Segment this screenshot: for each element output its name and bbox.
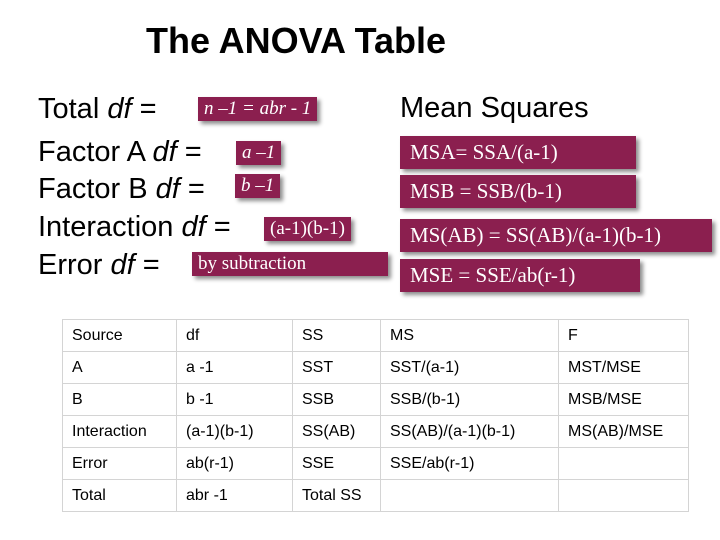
- df-symbol: df: [107, 93, 132, 125]
- cell-df: abr -1: [177, 480, 293, 512]
- cell-ms: [381, 480, 559, 512]
- df-symbol: df: [110, 249, 135, 281]
- cell-ms: SSE/ab(r-1): [381, 448, 559, 480]
- df-line-label: Total: [38, 93, 108, 125]
- header-f: F: [559, 320, 689, 352]
- equals-sign: =: [179, 173, 205, 205]
- cell-f: MST/MSE: [559, 352, 689, 384]
- cell-f: MS(AB)/MSE: [559, 416, 689, 448]
- header-source: Source: [63, 320, 177, 352]
- cell-f: MSB/MSE: [559, 384, 689, 416]
- df-line-label: Error: [38, 249, 111, 281]
- df-box-text: (a-1)(b-1): [270, 218, 345, 239]
- cell-source: Error: [63, 448, 177, 480]
- ms-box-msa: MSA= SSA/(a-1): [400, 136, 636, 169]
- cell-ss: SSE: [293, 448, 381, 480]
- equals-sign: =: [205, 211, 231, 243]
- equals-sign: =: [131, 93, 157, 125]
- df-line-label: Interaction: [38, 211, 182, 243]
- header-df: df: [177, 320, 293, 352]
- df-line-label: Factor B: [38, 173, 156, 205]
- df-box-text: by subtraction: [198, 253, 307, 274]
- df-box-error: [192, 252, 388, 276]
- df-box-total: [198, 97, 317, 121]
- table-header-row: [63, 320, 689, 352]
- df-line-error: [38, 249, 160, 282]
- cell-ss: SSB: [293, 384, 381, 416]
- anova-table: [62, 319, 689, 512]
- df-box-factor-a: [236, 141, 281, 165]
- cell-ms: SSB/(b-1): [381, 384, 559, 416]
- df-box-text: b –1: [241, 175, 275, 196]
- cell-source: Total: [63, 480, 177, 512]
- page-title: The ANOVA Table: [146, 20, 447, 61]
- cell-ms: SS(AB)/(a-1)(b-1): [381, 416, 559, 448]
- cell-ms: SST/(a-1): [381, 352, 559, 384]
- df-symbol: df: [155, 173, 180, 205]
- table-row: [63, 352, 689, 384]
- cell-f: [559, 480, 689, 512]
- table-row: [63, 416, 689, 448]
- table-row: [63, 384, 689, 416]
- cell-df: b -1: [177, 384, 293, 416]
- cell-f: [559, 448, 689, 480]
- equals-sign: =: [134, 249, 160, 281]
- df-line-factor-b: [38, 173, 205, 206]
- cell-ss: SS(AB): [293, 416, 381, 448]
- ms-box-mse: MSE = SSE/ab(r-1): [400, 259, 640, 292]
- ms-box-msb: MSB = SSB/(b-1): [400, 175, 636, 208]
- cell-source: Interaction: [63, 416, 177, 448]
- df-box-text: a –1: [242, 142, 276, 163]
- equals-sign: =: [176, 136, 202, 168]
- df-symbol: df: [181, 211, 206, 243]
- table-row: [63, 448, 689, 480]
- df-line-label: Factor A: [38, 136, 153, 168]
- cell-source: A: [63, 352, 177, 384]
- header-ss: SS: [293, 320, 381, 352]
- cell-df: (a-1)(b-1): [177, 416, 293, 448]
- df-symbol: df: [152, 136, 177, 168]
- cell-ss: Total SS: [293, 480, 381, 512]
- df-box-factor-b: [235, 174, 280, 198]
- ms-box-msab: MS(AB) = SS(AB)/(a-1)(b-1): [400, 219, 712, 252]
- df-line-interaction: [38, 211, 231, 244]
- cell-ss: SST: [293, 352, 381, 384]
- cell-source: B: [63, 384, 177, 416]
- df-box-interaction: [264, 217, 351, 241]
- cell-df: a -1: [177, 352, 293, 384]
- mean-squares-heading: Mean Squares: [400, 92, 589, 124]
- df-line-factor-a: [38, 136, 202, 169]
- header-ms: MS: [381, 320, 559, 352]
- df-line-total: [38, 93, 157, 126]
- table-row: [63, 480, 689, 512]
- cell-df: ab(r-1): [177, 448, 293, 480]
- df-box-text: n –1 = abr - 1: [204, 98, 312, 119]
